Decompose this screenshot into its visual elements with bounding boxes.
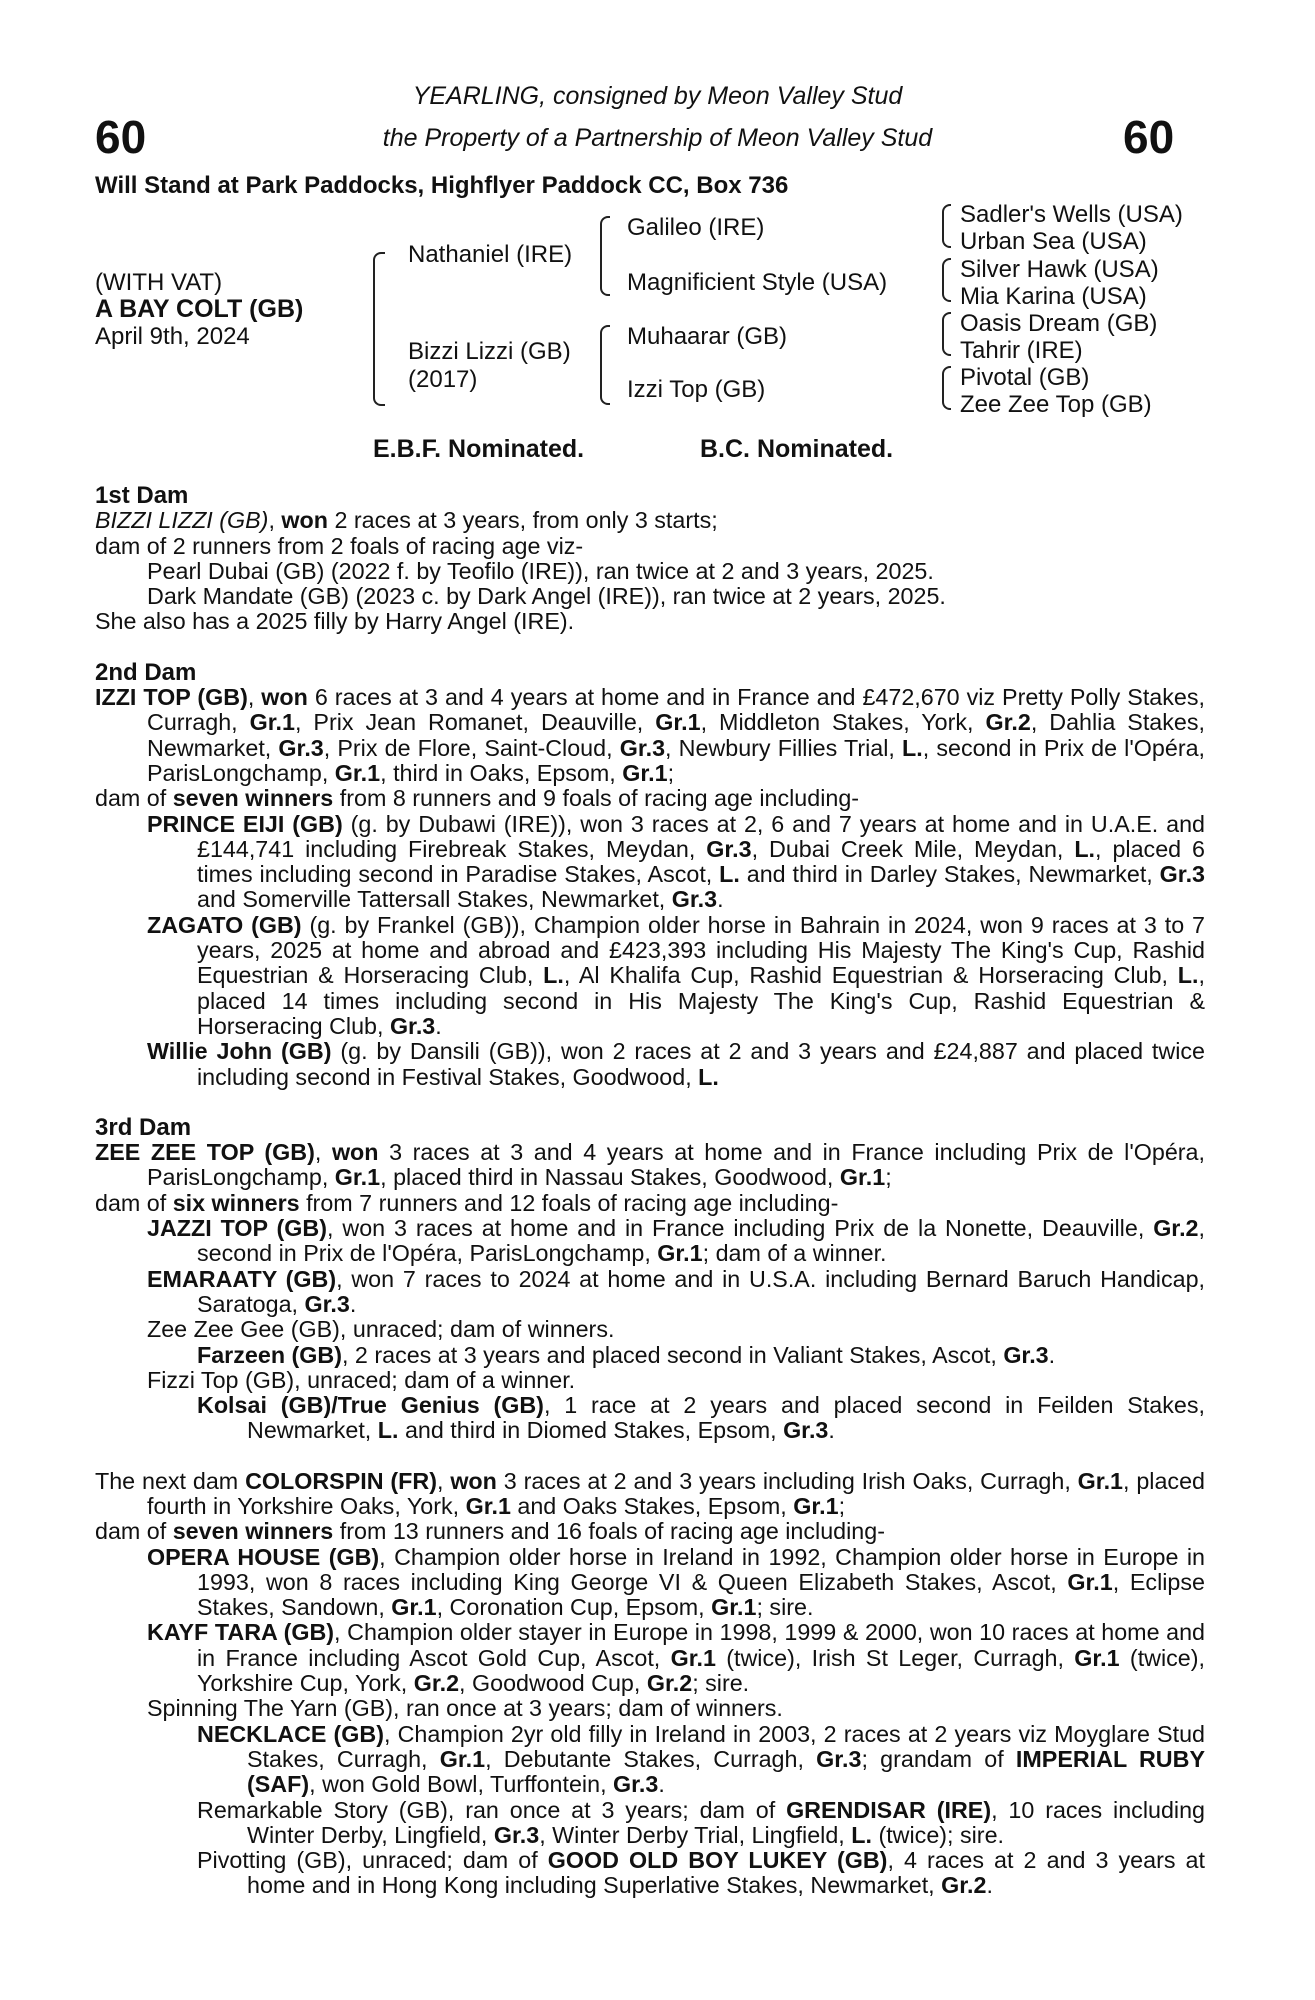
- produce-willie-john: Willie John (GB) (g. by Dansili (GB)), won 2 races at 2 and 3 years and £24,887 and placed twice including second in Festival Stakes, Goodwood, L.: [147, 1038, 1206, 1090]
- produce-spinning-the-yarn: Spinning The Yarn (GB), ran once at 3 years; dam of winners.: [147, 1695, 783, 1722]
- first-dam-produce-1: Pearl Dubai (GB) (2022 f. by Teofilo (IRE)), ran twice at 2 and 3 years, 2025.: [147, 557, 934, 584]
- dam-dam: Izzi Top (GB): [627, 376, 766, 403]
- ggp-7: Pivotal (GB): [960, 364, 1090, 391]
- consignment-line-1: YEARLING, consigned by Meon Valley Stud: [412, 82, 903, 110]
- pedigree-bracket-dam: [600, 325, 610, 405]
- next-dam-record: The next dam COLORSPIN (FR), won 3 races at 2 and 3 years including Irish Oaks, Curragh, Gr.1, placed fourth in Yorkshire Oaks, York, Gr.1 and Oaks Stakes, Epsom, Gr.1;: [95, 1467, 1205, 1519]
- lot-name: A BAY COLT (GB): [95, 295, 304, 323]
- stand-location: Will Stand at Park Paddocks, Highflyer Paddock CC, Box 736: [95, 172, 789, 199]
- produce-jazzi-top: JAZZI TOP (GB), won 3 races at home and in France including Prix de la Nonette, Deauville, Gr.2, second in Prix de l'Opéra, ParisLongchamp, Gr.1; dam of a winner.: [147, 1215, 1206, 1267]
- sire: Nathaniel (IRE): [408, 241, 573, 268]
- next-dam-name: COLORSPIN (FR): [245, 1467, 437, 1494]
- second-dam-record: IZZI TOP (GB), won 6 races at 3 and 4 years at home and in France and £472,670 viz Pretty Polly Stakes, Curragh, Gr.1, Prix Jean Romanet, Deauville, Gr.1, Middleton Stakes, York, Gr.2, Dahlia Stakes, Newmarket, Gr.3, Prix de Flore, Saint-Cloud, Gr.3, Newbury Fillies Trial, L., second in Prix de l'Opéra, ParisLongchamp, Gr.1, third in Oaks, Epsom, Gr.1;: [95, 684, 1206, 786]
- second-dam-heading: 2nd Dam: [95, 658, 197, 686]
- pedigree-bracket-gg3: [942, 312, 951, 356]
- first-dam-name: BIZZI LIZZI (GB): [95, 507, 269, 534]
- ggp-1: Sadler's Wells (USA): [960, 201, 1183, 228]
- produce-fizzi-top: Fizzi Top (GB), unraced; dam of a winner.: [147, 1366, 576, 1393]
- ggp-4: Mia Karina (USA): [960, 283, 1147, 310]
- first-dam-produce-2: Dark Mandate (GB) (2023 c. by Dark Angel (IRE)), ran twice at 2 years, 2025.: [147, 583, 946, 610]
- bc-nominated: B.C. Nominated.: [700, 435, 894, 463]
- produce-pivotting: Pivotting (GB), unraced; dam of GOOD OLD BOY LUKEY (GB), 4 races at 2 and 3 years at home and in Hong Kong including Superlative Stakes, Newmarket, Gr.2.: [197, 1847, 1205, 1899]
- pedigree-bracket-sire: [600, 216, 610, 296]
- lot-number-right: 60: [1123, 111, 1175, 163]
- lot-number-left: 60: [95, 111, 147, 163]
- produce-prince-eiji: PRINCE EIJI (GB) (g. by Dubawi (IRE)), won 3 races at 2, 6 and 7 years at home and in U.A.E. and £144,741 including Firebreak Stakes, Meydan, Gr.3, Dubai Creek Mile, Meydan, L., placed 6 times including second in Paradise Stakes, Ascot, L. and third in Darley Stakes, Newmarket, Gr.3 and Somerville Tattersall Stakes, Newmarket, Gr.3.: [147, 810, 1206, 913]
- pedigree-bracket-main: [373, 252, 385, 406]
- third-dam-record: ZEE ZEE TOP (GB), won 3 races at 3 and 4 years at home and in France including Prix de l'Opéra, ParisLongchamp, Gr.1, placed third in Nassau Stakes, Goodwood, Gr.1;: [95, 1139, 1205, 1191]
- foaled-date: April 9th, 2024: [95, 323, 250, 350]
- pedigree-bracket-gg1: [942, 204, 951, 248]
- produce-zee-zee-gee: Zee Zee Gee (GB), unraced; dam of winners.: [147, 1316, 615, 1343]
- produce-remarkable-story: Remarkable Story (GB), ran once at 3 years; dam of GRENDISAR (IRE), 10 races including Winter Derby, Lingfield, Gr.3, Winter Derby Trial, Lingfield, L. (twice); sire.: [197, 1796, 1205, 1848]
- vat-label: (WITH VAT): [95, 269, 223, 296]
- ggp-6: Tahrir (IRE): [960, 337, 1083, 364]
- produce-kolsai: Kolsai (GB)/True Genius (GB), 1 race at 2 years and placed second in Feilden Stakes, Newmarket, L. and third in Diomed Stakes, Epsom, Gr.3.: [197, 1392, 1205, 1444]
- consignment-line-2: the Property of a Partnership of Meon Valley Stud: [382, 124, 933, 152]
- produce-opera-house: OPERA HOUSE (GB), Champion older horse in Ireland in 1992, Champion older horse in Europe in 1993, won 8 races including King George VI & Queen Elizabeth Stakes, Ascot, Gr.1, Eclipse Stakes, Sandown, Gr.1, Coronation Cup, Epsom, Gr.1; sire.: [147, 1543, 1205, 1621]
- second-dam-dam-of: dam of seven winners from 8 runners and 9 foals of racing age including-: [95, 785, 860, 812]
- next-dam-dam-of: dam of seven winners from 13 runners and 16 foals of racing age including-: [95, 1518, 885, 1545]
- produce-necklace: NECKLACE (GB), Champion 2yr old filly in Ireland in 2003, 2 races at 2 years viz Moyglare Stud Stakes, Curragh, Gr.1, Debutante Stakes, Curragh, Gr.3; grandam of IMPERIAL RUBY (SAF), won Gold Bowl, Turffontein, Gr.3.: [197, 1720, 1205, 1798]
- produce-farzeen: Farzeen (GB), 2 races at 3 years and placed second in Valiant Stakes, Ascot, Gr.3.: [197, 1341, 1056, 1368]
- sire-sire: Galileo (IRE): [627, 214, 765, 241]
- pedigree-bracket-gg2: [942, 258, 951, 302]
- pedigree-bracket-gg4: [942, 366, 951, 410]
- sire-dam: Magnificient Style (USA): [627, 269, 888, 296]
- produce-kayf-tara: KAYF TARA (GB), Champion older stayer in Europe in 1998, 1999 & 2000, won 10 races at home and in France including Ascot Gold Cup, Ascot, Gr.1 (twice), Irish St Leger, Curragh, Gr.1 (twice), Yorkshire Cup, York, Gr.2, Goodwood Cup, Gr.2; sire.: [147, 1619, 1206, 1697]
- produce-record: [95, 483, 1205, 1899]
- ggp-3: Silver Hawk (USA): [960, 256, 1159, 283]
- first-dam-also: She also has a 2025 filly by Harry Angel (IRE).: [95, 608, 575, 635]
- ebf-nominated: E.B.F. Nominated.: [373, 435, 585, 463]
- third-dam-dam-of: dam of six winners from 7 runners and 12 foals of racing age including-: [95, 1189, 839, 1216]
- produce-emaraaty: EMARAATY (GB), won 7 races to 2024 at home and in U.S.A. including Bernard Baruch Handicap, Saratoga, Gr.3.: [147, 1265, 1205, 1317]
- ggp-5: Oasis Dream (GB): [960, 310, 1158, 337]
- dam-sire: Muhaarar (GB): [627, 323, 788, 350]
- ggp-8: Zee Zee Top (GB): [960, 391, 1152, 418]
- first-dam-heading: 1st Dam: [95, 482, 189, 509]
- ggp-2: Urban Sea (USA): [960, 228, 1147, 255]
- dam-year: (2017): [408, 366, 478, 393]
- first-dam-record: BIZZI LIZZI (GB), won 2 races at 3 years, from only 3 starts;: [95, 507, 718, 534]
- first-dam-produce-intro: dam of 2 runners from 2 foals of racing age viz-: [95, 532, 584, 559]
- dam: Bizzi Lizzi (GB): [408, 338, 571, 365]
- third-dam-heading: 3rd Dam: [95, 1113, 192, 1141]
- produce-zagato: ZAGATO (GB) (g. by Frankel (GB)), Champion older horse in Bahrain in 2024, won 9 races at 3 to 7 years, 2025 at home and abroad and £423,393 including His Majesty The King's Cup, Rashid Equestrian & Horseracing Club, L., Al Khalifa Cup, Rashid Equestrian & Horseracing Club, L., placed 14 times including second in His Majesty The King's Cup, Rashid Equestrian & Horseracing Club, Gr.3.: [147, 911, 1205, 1039]
- second-dam-name: IZZI TOP (GB): [95, 684, 248, 711]
- third-dam-name: ZEE ZEE TOP (GB): [95, 1139, 315, 1166]
